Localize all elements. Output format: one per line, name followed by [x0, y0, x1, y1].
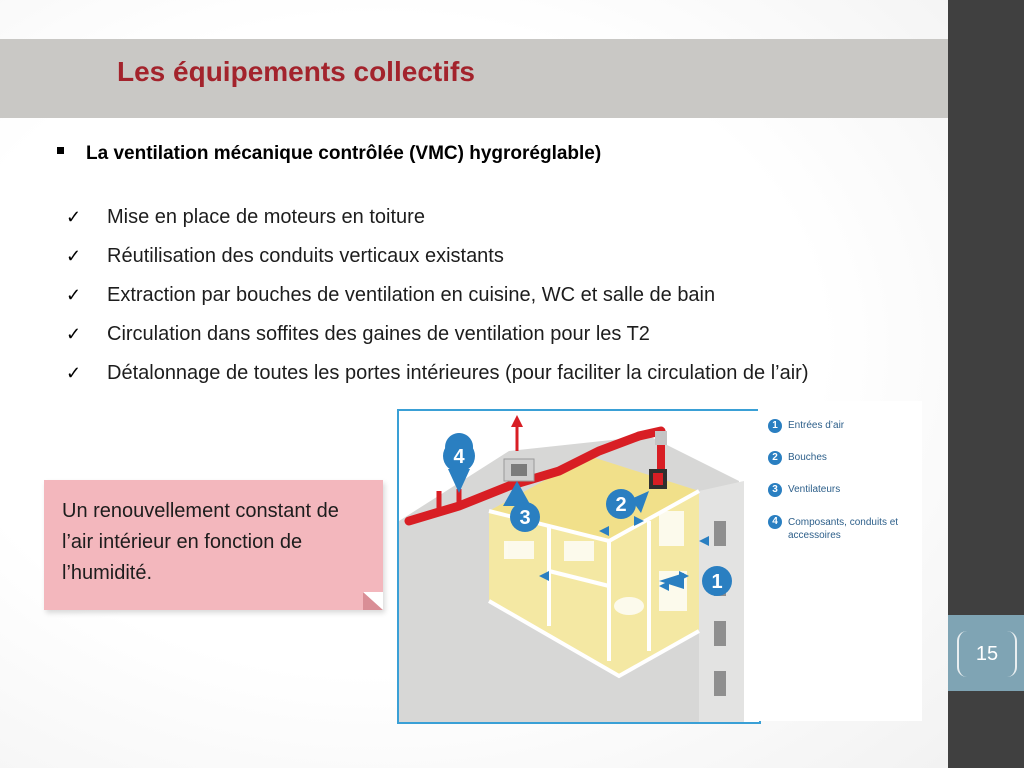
main-bullet-text: La ventilation mécanique contrôlée (VMC) hygroréglable)	[86, 143, 602, 164]
legend-number: 3	[768, 483, 782, 497]
roof-fan-icon	[504, 459, 534, 481]
checkmark-icon: ✓	[66, 363, 82, 383]
marker-1-label: 1	[711, 571, 723, 593]
checklist-item-text: Réutilisation des conduits verticaux existants	[107, 245, 504, 267]
control-panel-icon	[649, 469, 667, 489]
legend-label: Bouches	[788, 452, 827, 463]
page-number: 15	[975, 643, 999, 665]
checklist-item-text: Extraction par bouches de ventilation en cuisine, WC et salle de bain	[107, 284, 716, 306]
legend-label: Entrées d’air	[788, 420, 845, 431]
vmc-diagram	[397, 409, 761, 724]
diagram-legend	[758, 401, 922, 721]
square-bullet-icon	[57, 147, 64, 154]
legend-number: 1	[768, 419, 782, 433]
callout-text: Un renouvellement constant de l’air intérieur en fonction de l’humidité.	[62, 500, 339, 584]
checklist-item	[66, 281, 896, 310]
callout-fold	[363, 592, 383, 610]
checklist-item	[66, 359, 896, 388]
legend-number: 2	[768, 451, 782, 465]
building-illustration	[399, 411, 759, 722]
legend-item	[772, 484, 841, 495]
legend-label: Ventilateurs	[788, 484, 841, 495]
checklist-item	[66, 203, 896, 232]
checkmark-icon: ✓	[66, 285, 82, 305]
checkmark-icon: ✓	[66, 246, 82, 266]
checklist-item	[66, 320, 896, 349]
checklist-item	[66, 242, 896, 271]
legend-item	[772, 420, 845, 431]
checklist-item-text: Circulation dans soffites des gaines de ventilation pour les T2	[107, 323, 650, 345]
main-bullet	[57, 143, 601, 165]
legend-item	[772, 516, 908, 542]
legend-item	[772, 452, 827, 463]
marker-4-label: 4	[453, 446, 465, 468]
checklist-item-text: Mise en place de moteurs en toiture	[107, 206, 425, 228]
callout-box	[44, 480, 383, 610]
checklist	[66, 203, 896, 398]
slide-title: Les équipements collectifs	[117, 56, 475, 87]
legend-number: 4	[768, 515, 782, 529]
checklist-item-text: Détalonnage de toutes les portes intérieures (pour faciliter la circulation de l’air)	[107, 362, 809, 384]
checkmark-icon: ✓	[66, 207, 82, 227]
marker-3-label: 3	[519, 507, 531, 529]
checkmark-icon: ✓	[66, 324, 82, 344]
legend-label: Composants, conduits et accessoires	[788, 517, 899, 541]
marker-2-label: 2	[615, 494, 627, 516]
